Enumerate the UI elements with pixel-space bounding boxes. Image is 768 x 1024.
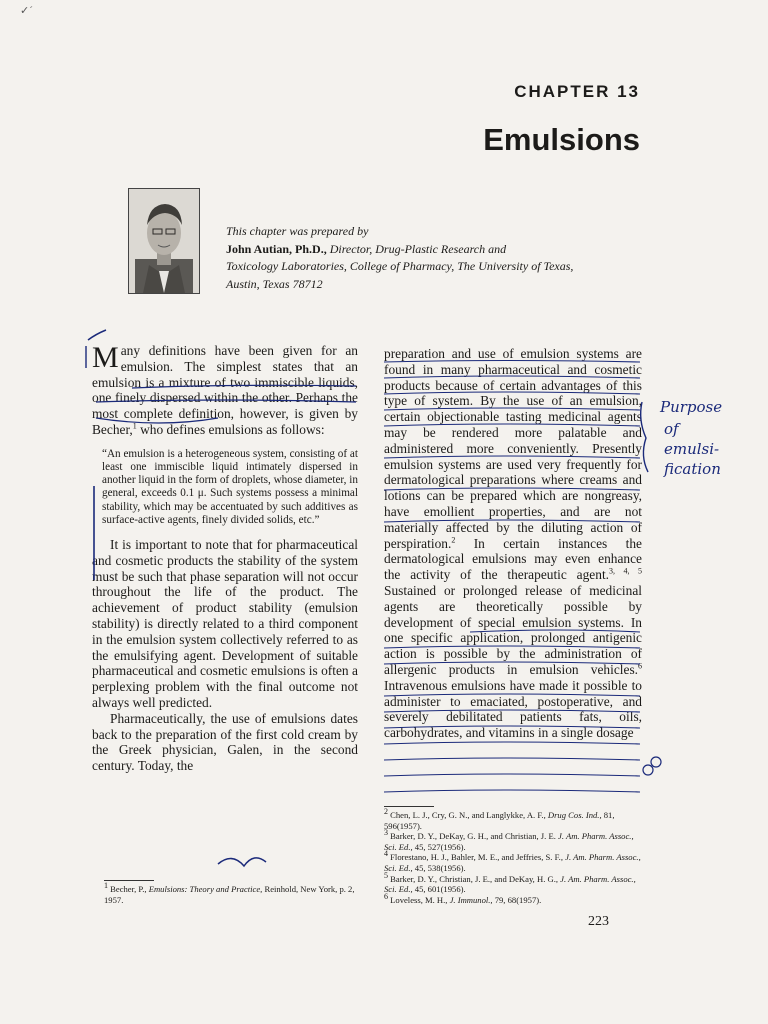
author-name: John Autian, Ph.D.,: [226, 241, 327, 256]
history-paragraph: Pharmaceutically, the use of emulsions dates back to the preparation of the first cold cream by the Greek physician, Galen, in the second century. Today, the: [92, 710, 358, 774]
footnote-ref-1: 1: [132, 421, 137, 431]
author-affiliation-3: Austin, Texas 78712: [226, 276, 323, 291]
footnote-rule-right: [384, 806, 434, 807]
uses-text-a: preparation and use of emulsion systems are found in many pharmaceutical and cosmetic products because of certain advantages of this type of system. By the use of an emulsion, certain objectionable tasting medicinal agents may be rendered more palatable and administered more conveniently. Presently emulsion systems are used very frequently for dermatological preparations where creams and lotions can be prepared which are nongreasy, have emollient properties, and are not materially affected by the diluting action of perspiration.: [384, 346, 642, 551]
chapter-label: CHAPTER 13: [514, 82, 640, 101]
footnote-rule-left: [104, 880, 154, 881]
margin-note-fication: fication: [664, 460, 721, 478]
prepared-by-text: This chapter was prepared by: [226, 224, 369, 238]
author-line: [226, 241, 656, 259]
uses-text-d: Intravenous emulsions have made it possible to administer to emaciated, postoperative, and severely debilitated patients fats, oils, carbohydrates, and vitamins in a single dosage: [384, 677, 642, 741]
footnotes-left: [104, 881, 359, 905]
footnote-1: $^1$ Becher, P., Emulsions: Theory and Practice, Reinhold, New York, p. 2, 1957.: [104, 881, 355, 905]
footnote-3: $^3$ Barker, D. Y., DeKay, G. H., and Christian, J. E. J. Am. Pharm. Assoc., Sci. Ed., 45, 527(1956).: [384, 828, 634, 852]
right-column: [384, 346, 642, 741]
footnote-2: $^2$ Chen, L. J., Cry, G. N., and Langlykke, A. F., Drug Cos. Ind., 81, 596(1957).: [384, 807, 615, 831]
author-affiliation-1: Director, Drug-Plastic Research and: [326, 241, 507, 256]
footnote-4: $^4$ Florestano, H. J., Bahler, M. E., and Jeffries, S. F., J. Am. Pharm. Assoc., Sci. Ed., 45, 538(1956).: [384, 849, 641, 873]
author-photo-icon: [129, 189, 199, 293]
uses-text-b: In certain instances the dermatological emulsions may even enhance the activity of the therapeutic agent.: [384, 535, 642, 583]
intro-text-end: who defines emulsions as follows:: [136, 421, 325, 437]
page-number: 223: [588, 914, 609, 929]
footnote-5: $^5$ Barker, D. Y., Christian, J. E., and DeKay, H. G., J. Am. Pharm. Assoc., Sci. Ed., 45, 601(1956).: [384, 870, 636, 895]
margin-note-purpose: Purpose: [660, 398, 723, 416]
footnotes-right: [384, 807, 644, 905]
drop-cap: M: [92, 341, 119, 374]
author-portrait: [128, 188, 200, 294]
uses-paragraph: [384, 346, 642, 741]
footnote-ref-3-5: 3, 4, 5: [609, 566, 642, 576]
footnote-ref-2: 2: [451, 535, 456, 545]
intro-text: any definitions have been given for an emulsion. The simplest states that an emulsion is a mixture of two immiscible liquids, one finely dispersed within the other. Perhaps the most complete definition, however, is given by Becher,: [92, 343, 358, 437]
chapter-title: Emulsions: [483, 122, 640, 157]
uses-text-c: Sustained or prolonged release of medicinal agents are theoretically possible by development of special emulsion systems. In one specific application, prolonged antigenic action is possible by the administration of allergenic products in emulsion vehicles.: [384, 582, 642, 677]
definition-quote: “An emulsion is a heterogeneous system, consisting of at least one immiscible liquid intimately dispersed in another liquid in the form of droplets, whose diameter, in general, exceeds 0.1 μ. Such systems possess a minimal stability, which may be accentuated by such additives as surface-active agents, finely divided solids, etc.”: [102, 447, 358, 526]
corner-mark: ✓´: [20, 5, 33, 17]
footnote-6: $^6$ Loveless, M. H., J. Immunol., 79, 68(1957).: [384, 891, 542, 905]
footnote-ref-6: 6: [638, 661, 642, 671]
intro-paragraph: [92, 343, 358, 438]
author-affiliation-2: Toxicology Laboratories, College of Pharmacy, The University of Texas,: [226, 259, 574, 273]
margin-note-emulsi: emulsi-: [664, 440, 720, 458]
author-credit: [226, 223, 656, 293]
left-column: [92, 343, 358, 774]
margin-note-of: of: [664, 420, 679, 438]
stability-paragraph: It is important to note that for pharmaceutical and cosmetic products the stability of the system must be such that phase separation will not occur throughout the life of the product. The achievement of product stability (emulsion stability) is directly related to a third component in the emulsion system collectively referred to as the emulsifying agent. Development of suitable pharmaceutical and cosmetic emulsions is often a perplexing problem with the final outcome not always well predicted.: [92, 537, 358, 710]
